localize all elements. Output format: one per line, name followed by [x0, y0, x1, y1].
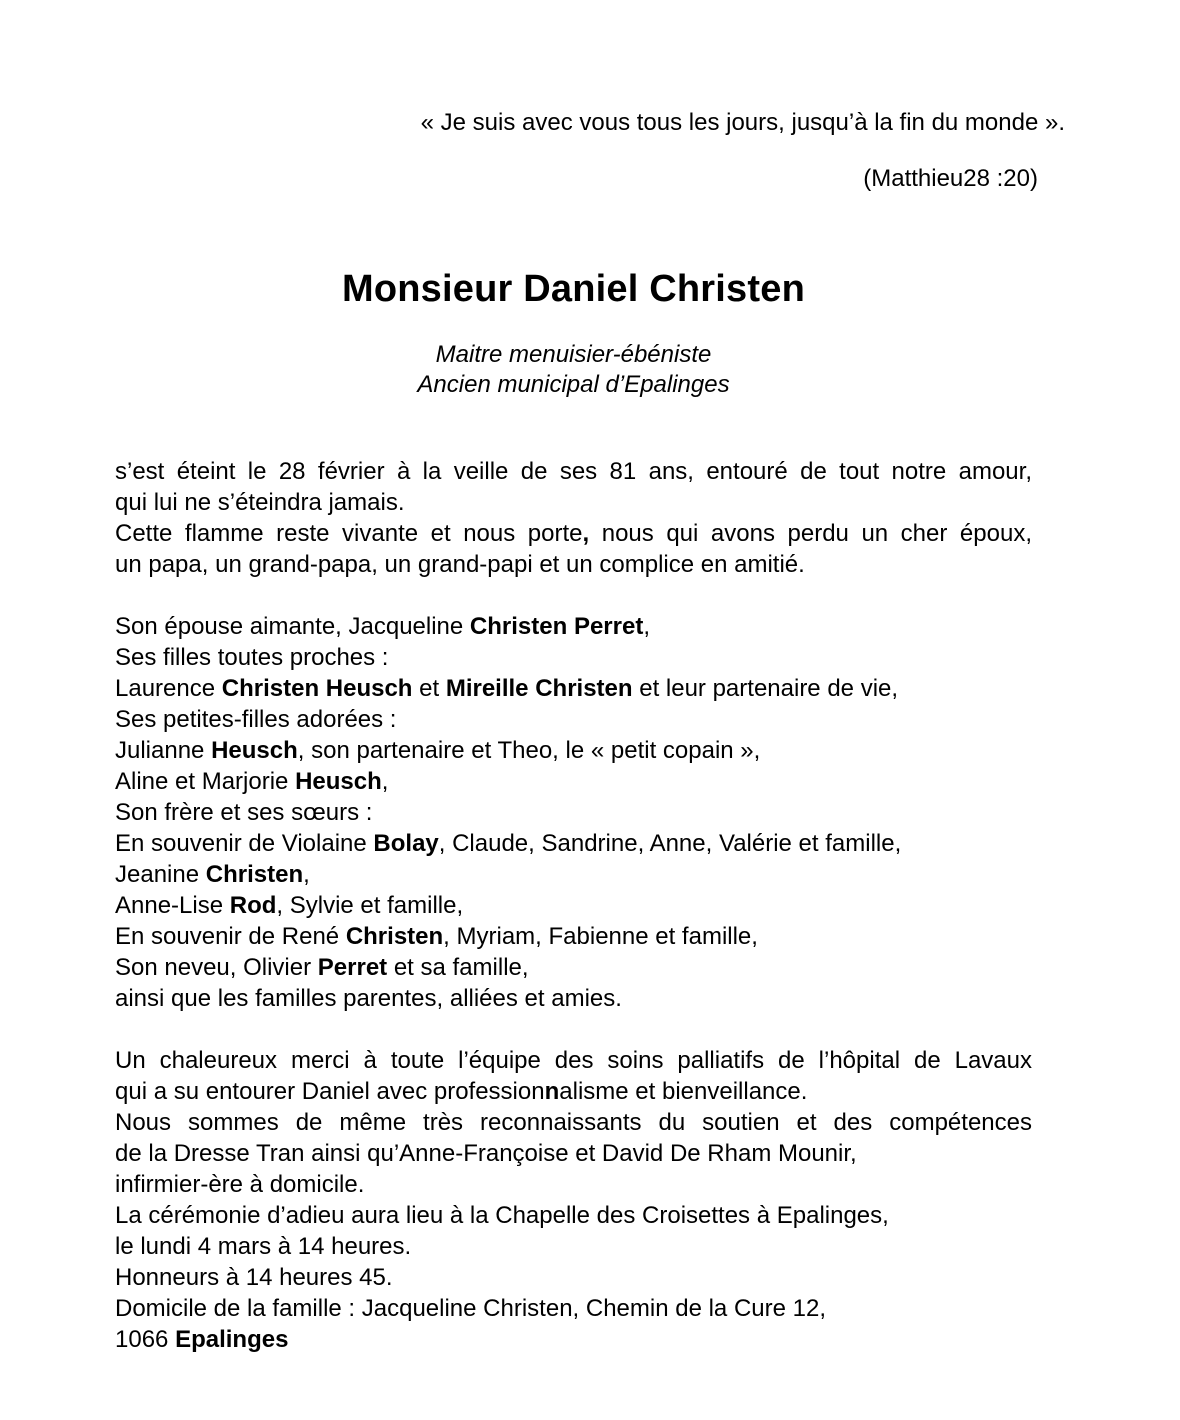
text-segment: ,	[643, 613, 650, 640]
emphasized-name: Christen Heusch	[221, 675, 413, 702]
text-segment: Jeanine	[115, 861, 206, 888]
scripture-reference: (Matthieu28 :20)	[863, 165, 1038, 192]
text-line	[115, 518, 1032, 549]
text-segment: , Claude, Sandrine, Anne, Valérie et famille,	[438, 830, 902, 857]
text-segment: qui a su entourer Daniel avec profession	[115, 1078, 545, 1105]
text-line	[115, 797, 1032, 828]
emphasized-name: Mireille Christen	[445, 675, 633, 702]
text-line	[115, 1262, 1032, 1293]
body-text	[115, 456, 1032, 1355]
text-segment: Julianne	[115, 737, 212, 764]
text-line	[115, 1138, 1032, 1169]
text-line	[115, 890, 1032, 921]
emphasized-name: Rod	[229, 892, 277, 919]
text-segment: et leur partenaire de vie,	[632, 675, 899, 702]
text-segment: ,	[381, 768, 389, 795]
text-segment: , son partenaire et Theo, le « petit copain »,	[297, 737, 761, 764]
text-line	[115, 766, 1032, 797]
text-segment: , Myriam, Fabienne et famille,	[443, 923, 758, 950]
emphasized-name: Christen Perret	[469, 613, 644, 640]
text-line	[115, 1169, 1032, 1200]
emphasized-name: Christen	[345, 923, 444, 950]
text-line	[115, 828, 1032, 859]
text-segment: le lundi 4 mars à 14 heures.	[115, 1233, 412, 1260]
text-segment: Laurence	[115, 675, 222, 702]
text-segment: ,	[303, 861, 310, 888]
text-segment: Son frère et ses sœurs :	[115, 799, 373, 826]
text-line	[115, 487, 1032, 518]
text-line	[115, 549, 1032, 580]
text-line	[115, 1107, 1032, 1138]
text-segment: Un chaleureux merci à toute l’équipe des soins palliatifs de l’hôpital de Lavaux	[115, 1047, 1032, 1074]
text-segment: En souvenir de Violaine	[115, 830, 374, 857]
text-segment: de la Dresse Tran ainsi qu’Anne-Françoise et David De Rham Mounir,	[115, 1140, 857, 1167]
text-line	[115, 1293, 1032, 1324]
text-line	[115, 1045, 1032, 1076]
text-line	[115, 673, 1032, 704]
subtitle-profession: Maitre menuisier-ébéniste	[435, 341, 712, 368]
subtitle-office: Ancien municipal d’Epalinges	[417, 371, 730, 398]
text-segment: qui lui ne s’éteindra jamais.	[115, 489, 405, 516]
text-line	[115, 611, 1032, 642]
text-line	[115, 642, 1032, 673]
paragraph	[115, 1045, 1032, 1355]
paragraph	[115, 611, 1032, 1014]
text-segment: Domicile de la famille : Jacqueline Christen, Chemin de la Cure 12,	[115, 1295, 826, 1322]
text-segment: alisme et bienveillance.	[559, 1078, 808, 1105]
emphasized-name: n	[544, 1078, 560, 1105]
text-segment: , Sylvie et famille,	[276, 892, 464, 919]
text-line	[115, 456, 1032, 487]
text-segment: En souvenir de René	[115, 923, 346, 950]
text-segment: Cette flamme reste vivante et nous porte	[115, 520, 583, 547]
text-line	[115, 952, 1032, 983]
text-segment: s’est éteint le 28 février à la veille de ses 81 ans, entouré de tout notre amour,	[115, 458, 1032, 485]
text-segment: et sa famille,	[387, 954, 529, 981]
emphasized-name: Perret	[317, 954, 388, 981]
text-segment: un papa, un grand-papa, un grand-papi et un complice en amitié.	[115, 551, 805, 578]
emphasized-name: Epalinges	[175, 1326, 289, 1353]
text-segment: nous qui avons perdu un cher époux,	[589, 520, 1032, 547]
text-line	[115, 983, 1032, 1014]
emphasized-name: ,	[582, 520, 590, 547]
emphasized-name: Heusch	[211, 737, 298, 764]
text-segment: 1066	[115, 1326, 176, 1353]
text-segment: Son épouse aimante, Jacqueline	[115, 613, 470, 640]
text-line	[115, 1076, 1032, 1107]
text-line	[115, 921, 1032, 952]
deceased-subtitles	[115, 340, 1032, 400]
text-segment: et	[412, 675, 446, 702]
text-line	[115, 859, 1032, 890]
text-segment: Ses petites-filles adorées :	[115, 706, 397, 733]
emphasized-name: Bolay	[373, 830, 439, 857]
text-segment: La cérémonie d’adieu aura lieu à la Chapelle des Croisettes à Epalinges,	[115, 1202, 889, 1229]
deceased-name-title: Monsieur Daniel Christen	[342, 268, 805, 310]
text-line	[115, 1200, 1032, 1231]
text-line	[115, 735, 1032, 766]
emphasized-name: Christen	[205, 861, 304, 888]
text-segment: Honneurs à 14 heures 45.	[115, 1264, 393, 1291]
paragraph	[115, 456, 1032, 580]
text-segment: Ses filles toutes proches :	[115, 644, 389, 671]
emphasized-name: Heusch	[295, 768, 382, 795]
text-segment: Son neveu, Olivier	[115, 954, 318, 981]
text-segment: ainsi que les familles parentes, alliées et amies.	[115, 985, 622, 1012]
text-line	[115, 1324, 1032, 1355]
text-segment: infirmier-ère à domicile.	[115, 1171, 365, 1198]
text-segment: Nous sommes de même très reconnaissants du soutien et des compétences	[115, 1109, 1032, 1136]
text-line	[115, 1231, 1032, 1262]
text-segment: Anne-Lise	[115, 892, 230, 919]
scripture-quote: « Je suis avec vous tous les jours, jusqu’à la fin du monde ».	[420, 109, 1065, 136]
text-segment: Aline et Marjorie	[115, 768, 296, 795]
text-line	[115, 704, 1032, 735]
